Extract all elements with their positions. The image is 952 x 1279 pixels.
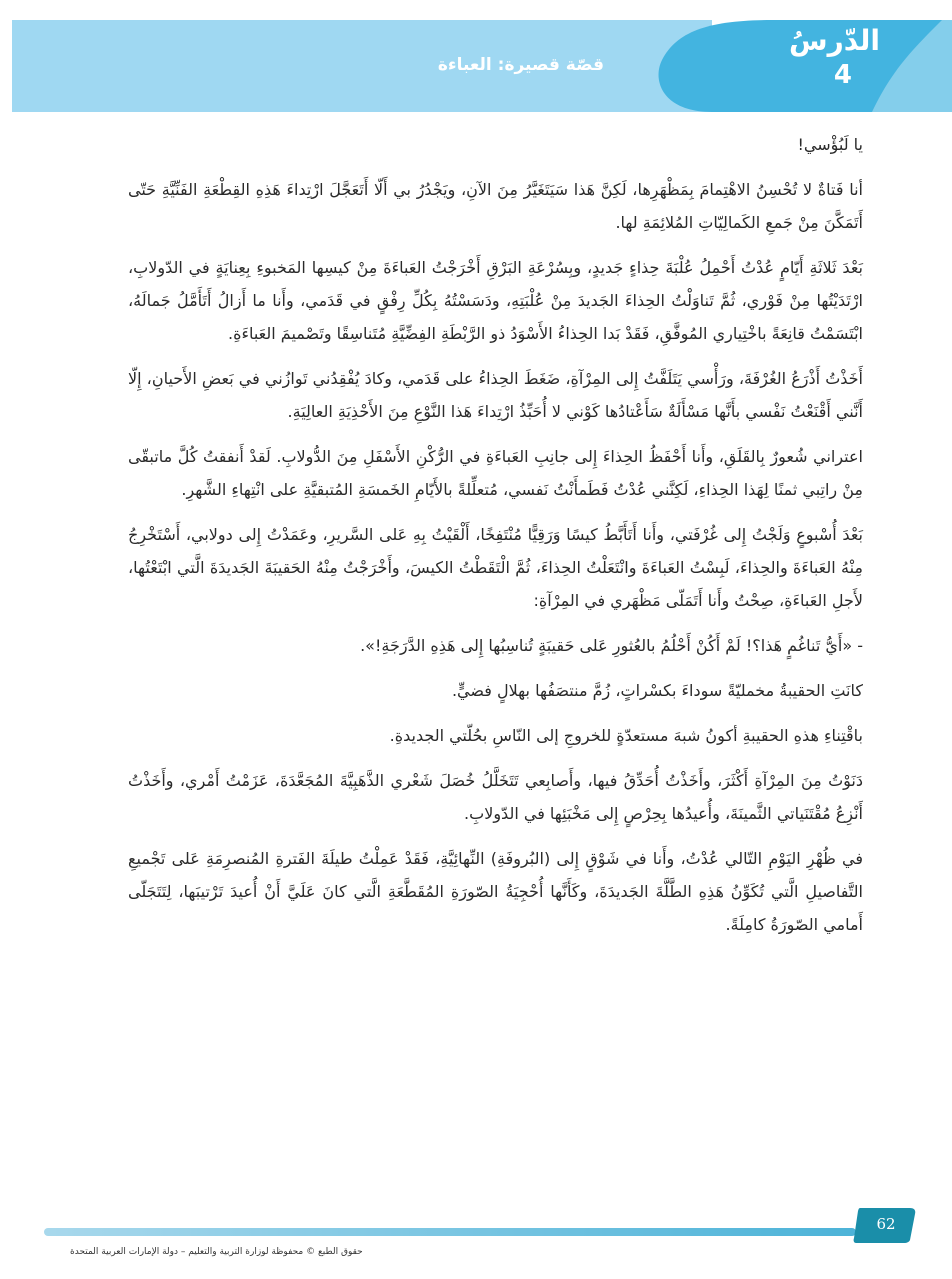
lesson-number: 4 <box>833 60 852 90</box>
paragraph: يا لَبُؤْسي! <box>797 135 863 154</box>
paragraph: اعتراني شُعورٌ بِالقَلَقِ، وأَنا أَحْفَظُ الحِذاءَ إِلى جانِبِ العَباءَةِ في الرُّكْنِ الأَسْفَلِ مِنَ الدُّولابِ. لَقدْ أَنفقتُ كُلَّ ماتبقّى مِنْ راتِبي ثمنًا لِهَذا الحِذاءِ، لَكِنَّني عُدْتُ فَطَمأَنْتُ نَفسي، مُتعلِّلةً بالأَيّامِ الخَمسَةِ المُتبقيَّةِ على انْتِهاءِ الشَّهرِ. <box>128 447 863 499</box>
paragraph: بَعْدَ ثَلاثَةِ أَيّامٍ عُدْتُ أَحْمِلُ عُلْبَةَ حِذاءٍ جَديدٍ، وبِسُرْعَةِ البَرْقِ أَخْرَجْتُ العَباءَةَ مِنْ كيسِها المَخبوءِ بِعِنايَةٍ في الدّولابِ، ارْتَدَيْتُها مِنْ فَوْري، ثُمَّ تَناوَلْتُ الحِذاءَ الجَديدَ مِنْ عُلْبَتِهِ، ودَسَسْتُهُ بِكُلِّ رِفْقٍ في قَدَمي، وأَنا ما أَزالُ أَتَأَمَّلُ جَمالَهُ، ابْتَسَمْتُ قانِعَةً باخْتِياري المُوفَّقِ، فَقَدْ بَدا الحِذاءُ الأَسْوَدُ ذو الرَّبْطَةِ الفِضِّيَّةِ مُتَناسِقًا وتَصْميمَ العَباءَةِ. <box>128 258 863 343</box>
paragraph: كانَتِ الحقيبةُ مخمليّةً سوداءَ بكسْراتٍ، زُمَّ منتصَفُها بهلالٍ فضيٍّ. <box>451 681 863 700</box>
page-title: قصّة قصيرة: العباءة <box>437 55 604 75</box>
lesson-label: الدّرسُ <box>788 24 880 57</box>
dialogue-line: - «أَيُّ تَناغُمٍ هَذا؟! لَمْ أَكُنْ أَحْلُمُ بالعُثورِ عَلى حَقيبَةٍ تُناسِبُها إِلى هَذِهِ الدَّرَجَةِ!». <box>360 636 863 655</box>
header-band-fill <box>12 20 712 112</box>
copyright-notice: حقوق الطبع © محفوظة لوزارة التربية والتعليم – دولة الإمارات العربية المتحدة <box>70 1247 363 1257</box>
story-body <box>128 128 863 953</box>
page-number: 62 <box>876 1215 896 1233</box>
paragraph: باقْتِناءِ هذهِ الحقيبةِ أكونُ شبهَ مستعدّةٍ للخروجِ إلى النّاسِ بحُلّتي الجديدةِ. <box>389 726 863 745</box>
paragraph: دَنَوْتُ مِنَ المِرْآةِ أَكْثَرَ، وأَخَذْتُ أُحَدِّقُ فيها، وأَصابِعي تَتَخَلَّلُ خُصَلَ شَعْري الذَّهَبِيَّةَ المُجَعَّدَةَ، عَزَمْتُ أَمْري، وأَخَذْتُ أَنْزِعُ مُقْتَنَياتي الثَّمينَةَ، وأُعيدُها بِحِرْصٍ إِلى مَخْبَئِها في الدّولابِ. <box>128 771 863 823</box>
footer-line <box>44 1228 856 1236</box>
paragraph: في ظُهْرِ اليَوْمِ التّالي عُدْتُ، وأَنا في شَوْقٍ إِلى (البُروفَةِ) النِّهائِيَّةِ، فَقَدْ عَمِلْتُ طيلَةَ الفَترةِ المُنصرِمَةِ عَلى تَجْميعِ التَّفاصيلِ الَّتي تُكَوِّنُ هَذِهِ الطَّلَّةَ الجَديدَةَ، وكَأَنَّها أُحْجِيَةُ الصّورَةِ المُقَطَّعَةِ الَّتي كانَ عَلَيَّ أَنْ أُعيدَ تَرْتيبَها، لِتَتَجَلّى أَمامي الصّورَةُ كامِلَةً. <box>128 849 863 934</box>
paragraph: بَعْدَ أُسْبوعٍ وَلَجْتُ إِلى غُرْفَتي، وأَنا أَتَأَبَّطُ كيسًا وَرَقِيًّا مُنْتَفِخًا، أَلْقَيْتُ بِهِ عَلى السَّريرِ، وعَمَدْتُ إِلى دولابي، أَسْتَخْرِجُ مِنْهُ العَباءَةَ والحِذاءَ، لَبِسْتُ العَباءَةَ وانْتَعَلْتُ الحِذاءَ، ثُمَّ الْتَقَطْتُ الكيسَ، وأَخْرَجْتُ مِنْهُ الحَقيبَةَ الجَديدَةَ الَّتي ابْتَعْتُها، لأَجلِ العَباءَةِ، صِحْتُ وأَنا أَتَمَلّى مَظْهَري في المِرْآةِ: <box>128 525 863 610</box>
paragraph: أنا فَتاةٌ لا تُحْسِنُ الاهْتِمامَ بِمَظْهَرِها، لَكِنَّ هَذا سَيَتَغَيَّرُ مِنَ الآنِ، ويَجْدُرُ بي أَلّا أَتَعَجَّلَ ارْتِداءَ هَذِهِ القِطْعَةِ الفَنِّيَّةِ حَتّى أَتَمَكَّنَ مِنْ جَمعِ الكَمالِيّاتِ المُلائِمَةِ لها. <box>128 180 863 232</box>
paragraph: أَخَذْتُ أَذْرَعُ الغُرْفَةَ، ورَأْسي يَتَلَفَّتُ إِلى المِرْآةِ، ضَغَطَ الحِذاءُ على قَدَمي، وكادَ يُفْقِدُني تَوازُني في بَعضِ الأَحيانِ، إِلّا أَنَّني أَقْنَعْتُ نَفْسي بأَنَّها مَسْأَلَةٌ سَأَعْتادُها كَوْني لا أُحَبِّذُ ارْتِداءَ هَذا النَّوْعِ مِنَ الأَحْذِيَةِ العالِيَةِ. <box>128 369 863 421</box>
